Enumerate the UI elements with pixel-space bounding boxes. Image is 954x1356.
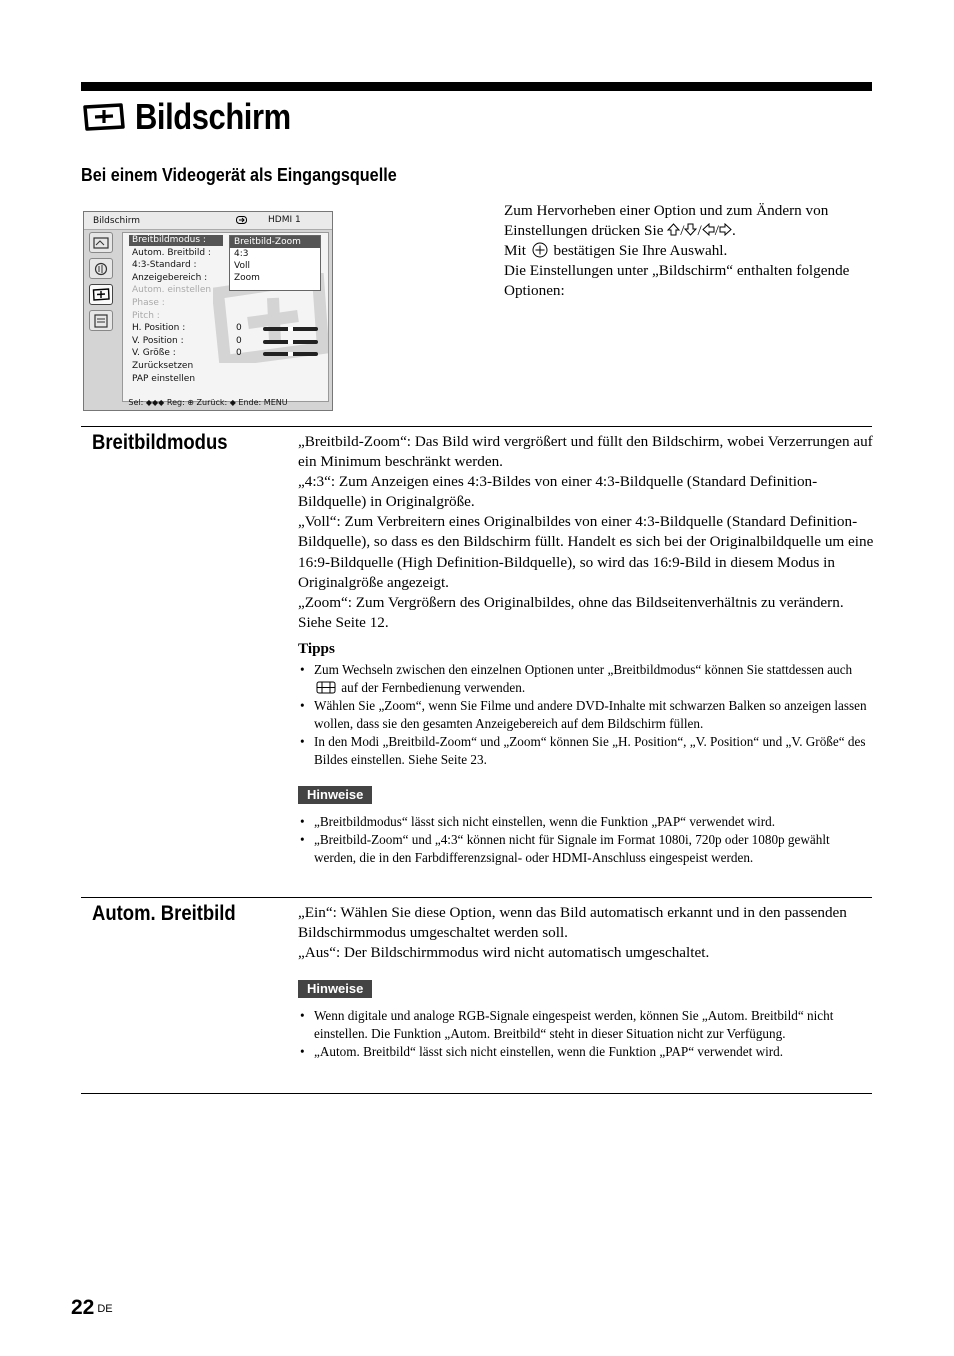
- tips-list: [298, 661, 874, 769]
- intro-line-1: Zum Hervorheben einer Option und zum Ändern von Einstellungen drücken Sie / / / .: [504, 202, 829, 239]
- list-item: • Wählen Sie „Zoom“, wenn Sie Filme und andere DVD-Inhalte mit schwarzen Balken so anzeigen lassen wollen, dass sie den gesamten Anzeigebereich auf dem Bildschirm füllen.: [298, 697, 874, 733]
- list-item: • „Autom. Breitbild“ lässt sich nicht einstellen, wenn die Funktion „PAP“ verwendet wird.: [298, 1043, 874, 1061]
- tip-text: Zum Wechseln zwischen den einzelnen Optionen unter „Breitbildmodus“ können Sie stattdessen auch: [314, 662, 853, 678]
- list-item: • „Breitbild-Zoom“ und „4:3“ können nicht für Signale im Format 1080i, 720p oder 1080p gewählt werden, die in den Farbdifferenzsignal- oder HDMI-Anschluss eingespeist werden.: [298, 831, 874, 867]
- enter-button-icon: [532, 242, 548, 258]
- osd-menu-screenshot: [83, 211, 333, 411]
- tip-text: auf der Fernbedienung verwenden.: [341, 680, 526, 696]
- osd-slider: [263, 327, 318, 331]
- notes-badge: Hinweise: [298, 980, 372, 998]
- section-body-autom-breitbild: [298, 903, 874, 1061]
- intro-text: [504, 201, 874, 301]
- osd-slider: [263, 340, 318, 344]
- osd-menu-item: Autom. Breitbild :: [132, 247, 211, 258]
- osd-menu-item: Anzeigebereich :: [132, 272, 208, 283]
- section-divider: [81, 1093, 872, 1094]
- osd-footer: Sel: ◆◆◆ Reg: ⊕ Zurück: ◆ Ende: MENU: [128, 398, 288, 407]
- arrow-down-icon: [684, 223, 697, 236]
- paragraph: „4:3“: Zum Anzeigen eines 4:3-Bildes von einer 4:3-Bildquelle (Standard Definition-Bildquelle) in Originalgröße.: [298, 473, 818, 511]
- section-heading-autom-breitbild: Autom. Breitbild: [92, 902, 236, 925]
- osd-menu-item: Zurücksetzen: [132, 361, 194, 371]
- section-heading-breitbildmodus: Breitbildmodus: [92, 431, 228, 454]
- top-rule: [81, 82, 872, 91]
- osd-menu-item: V. Position :: [132, 335, 184, 346]
- osd-tab-picture: [89, 232, 113, 253]
- osd-dropdown-option: Voll: [234, 261, 250, 271]
- osd-menu-item: 4:3-Standard :: [132, 260, 197, 271]
- osd-menu-item: PAP einstellen: [132, 373, 196, 384]
- language-code: DE: [97, 1303, 113, 1315]
- page-footer: [71, 1296, 113, 1320]
- notes-badge: Hinweise: [298, 786, 372, 804]
- osd-dropdown-option: 4:3: [234, 249, 249, 259]
- notes-list: [298, 1007, 874, 1061]
- osd-slider: [263, 352, 318, 356]
- section-body-breitbildmodus: [298, 432, 874, 867]
- osd-dropdown-option: Breitbild-Zoom: [230, 236, 320, 248]
- tips-label: Tipps: [298, 639, 335, 657]
- osd-menu-item: Pitch :: [132, 310, 160, 321]
- section-divider: [81, 426, 872, 427]
- osd-dropdown: [229, 235, 321, 291]
- osd-tab-screen: [89, 284, 113, 305]
- intro-line-2-post: bestätigen Sie Ihre Auswahl.: [553, 242, 728, 259]
- arrow-right-icon: [719, 223, 732, 236]
- intro-line-3: Die Einstellungen unter „Bildschirm“ enthalten folgende Optionen:: [504, 262, 850, 299]
- osd-input-label: HDMI 1: [268, 215, 301, 225]
- osd-menu-item: Breitbildmodus :: [129, 235, 223, 246]
- picture-icon: [93, 237, 109, 249]
- osd-tab-setup: [89, 310, 113, 331]
- osd-slider-value: 0: [236, 323, 242, 334]
- osd-dropdown-option: Zoom: [234, 273, 260, 283]
- osd-slider-value: 0: [236, 348, 242, 359]
- paragraph: „Ein“: Wählen Sie diese Option, wenn das Bild automatisch erkannt und in den passenden Bildschirmmodus umgeschaltet werden soll.: [298, 904, 847, 942]
- osd-menu-item: V. Größe :: [132, 348, 176, 359]
- section-divider: [81, 897, 872, 898]
- arrow-up-icon: [667, 223, 680, 236]
- osd-menu-item: H. Position :: [132, 323, 186, 334]
- paragraph: „Breitbild-Zoom“: Das Bild wird vergrößert und füllt den Bildschirm, wobei Verzerrungen auf ein Minimum beschränkt werden.: [298, 433, 873, 471]
- osd-panel: [122, 232, 329, 402]
- osd-tab-column: [89, 232, 115, 336]
- osd-menu-item: Phase :: [132, 298, 165, 308]
- page-header: [81, 96, 316, 138]
- list-item: • In den Modi „Breitbild-Zoom“ und „Zoom“ können Sie „H. Position“, „V. Position“ und „V. Größe“ des Bildes einstellen. Siehe Seite 23.: [298, 733, 874, 769]
- list-item: • „Breitbildmodus“ lässt sich nicht einstellen, wenn die Funktion „PAP“ verwendet wird.: [298, 813, 874, 831]
- notes-list: [298, 813, 874, 867]
- list-item: [298, 661, 874, 697]
- sound-icon: [93, 262, 109, 276]
- wide-mode-button-icon: [316, 681, 336, 694]
- osd-tab-sound: [89, 258, 113, 279]
- osd-slider-value: 0: [236, 335, 242, 346]
- paragraph: Siehe Seite 12.: [298, 613, 389, 631]
- paragraph: „Voll“: Zum Verbreitern eines Originalbildes von einer 4:3-Bildquelle (Standard Definition-Bildquelle), so dass es den Bildschirm füllt. Handelt es sich bei der Originalbildquelle um eine 16:9-Bildquelle (High Definition-Bildquelle), so wird das 16:9-Bild in diesem Modus in Originalgröße angezeigt.: [298, 513, 874, 591]
- intro-line-2-pre: Mit: [504, 242, 526, 259]
- paragraph: „Zoom“: Zum Vergrößern des Originalbildes, ohne das Bildseitenverhältnis zu verändern.: [298, 593, 844, 611]
- osd-header: [84, 212, 332, 230]
- setup-icon: [93, 314, 109, 328]
- intro-line-2: [504, 241, 874, 261]
- arrow-left-icon: [702, 223, 715, 236]
- osd-title: Bildschirm: [93, 216, 141, 226]
- page-number: 22: [71, 1296, 95, 1319]
- screen-icon: [92, 288, 110, 301]
- paragraph: „Aus“: Der Bildschirmmodus wird nicht automatisch umgeschaltet.: [298, 944, 710, 962]
- list-item: • Wenn digitale und analoge RGB-Signale eingespeist werden, können Sie „Autom. Breitbild“ nicht einstellen. Die Funktion „Autom. Breitbild“ steht in dieser Situation nicht zur Verfügung.: [298, 1007, 874, 1043]
- intro-line-1-text: Zum Hervorheben einer Option und zum Ändern von Einstellungen drücken Sie: [504, 202, 829, 239]
- screen-plus-icon: [81, 101, 125, 133]
- page-title: Bildschirm: [135, 96, 291, 137]
- input-icon: [236, 216, 247, 224]
- osd-menu-item: Autom. einstellen: [132, 285, 212, 296]
- section-subheading: Bei einem Videogerät als Eingangsquelle: [81, 165, 397, 185]
